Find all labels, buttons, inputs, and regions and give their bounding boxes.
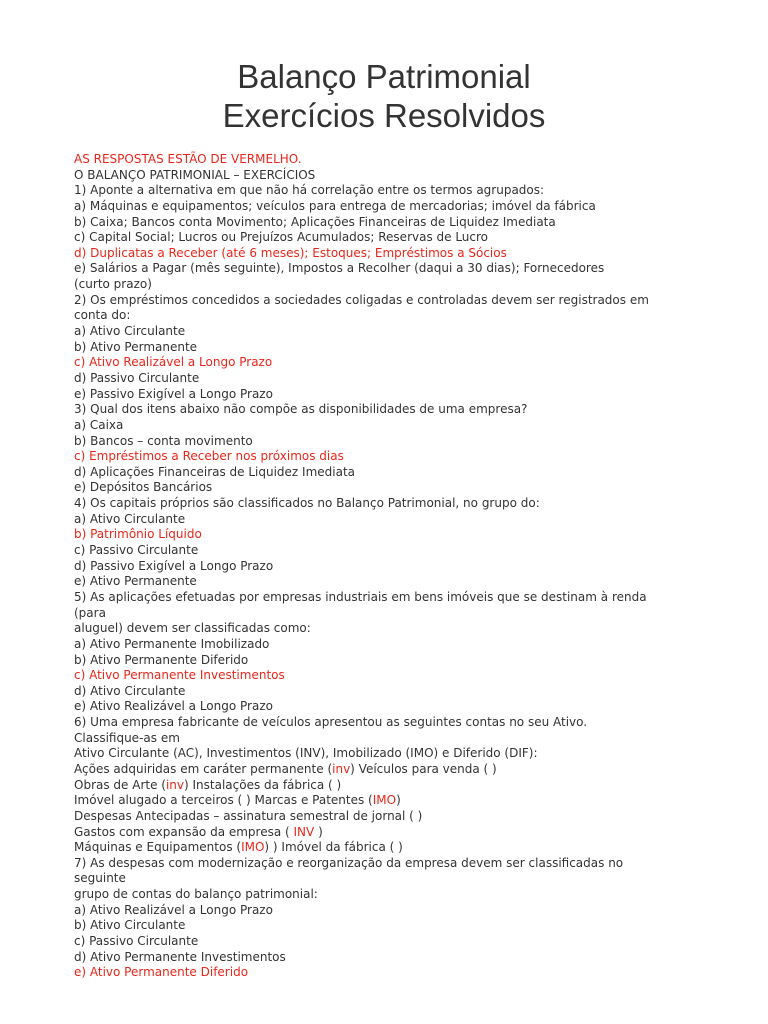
answer-line: b) Patrimônio Líquido <box>74 527 202 542</box>
answer-line: AS RESPOSTAS ESTÃO DE VERMELHO. <box>74 152 302 166</box>
text-line: conta do: <box>74 308 131 323</box>
text-line: d) Passivo Exigível a Longo Prazo <box>74 558 274 573</box>
text-line: aluguel) devem ser classificadas como: <box>74 621 311 636</box>
text-segment: ) Veículos para venda ( ) <box>350 761 497 776</box>
text-line: 6) Uma empresa fabricante de veículos apresentou as seguintes contas no seu Ativo. <box>74 715 588 730</box>
text-line: e) Ativo Realizável a Longo Prazo <box>74 699 273 714</box>
answer-segment: IMO <box>241 840 265 855</box>
text-line: O BALANÇO PATRIMONIAL – EXERCÍCIOS <box>74 167 316 182</box>
text-line: d) Ativo Permanente Investimentos <box>74 949 286 964</box>
document-body <box>74 152 698 981</box>
text-segment: Imóvel alugado a terceiros ( ) Marcas e Patentes ( <box>74 793 373 808</box>
answer-line: d) Duplicatas a Receber (até 6 meses); Estoques; Empréstimos a Sócios <box>74 245 507 260</box>
text-line: a) Ativo Circulante <box>74 511 186 526</box>
answer-segment: inv <box>332 761 351 776</box>
text-line: b) Ativo Permanente Diferido <box>74 652 249 667</box>
text-segment: Máquinas e Equipamentos ( <box>74 840 242 855</box>
text-segment: ) Instalações da fábrica ( ) <box>184 777 342 792</box>
text-line: b) Ativo Circulante <box>74 918 186 933</box>
text-segment: ) <box>396 793 401 808</box>
answer-line: c) Ativo Permanente Investimentos <box>74 668 285 683</box>
text-line: Ativo Circulante (AC), Investimentos (INV), Imobilizado (IMO) e Diferido (DIF): <box>74 746 538 761</box>
text-line: 3) Qual dos itens abaixo não compõe as disponibilidades de uma empresa? <box>74 402 528 417</box>
text-line: b) Caixa; Bancos conta Movimento; Aplicações Financeiras de Liquidez Imediata <box>74 214 556 229</box>
text-line <box>74 825 698 841</box>
text-line: 1) Aponte a alternativa em que não há correlação entre os termos agrupados: <box>74 183 545 198</box>
text-line: (para <box>74 605 106 620</box>
text-line: e) Ativo Permanente <box>74 574 197 589</box>
document-title-line-1: Balanço Patrimonial <box>237 58 531 95</box>
text-line: Despesas Antecipadas – assinatura semestral de jornal ( ) <box>74 808 423 823</box>
text-line: (curto prazo) <box>74 277 152 292</box>
text-line: c) Capital Social; Lucros ou Prejuízos Acumulados; Reservas de Lucro <box>74 230 489 245</box>
text-line: c) Passivo Circulante <box>74 543 199 558</box>
text-line <box>74 778 698 794</box>
text-line: b) Bancos – conta movimento <box>74 433 253 448</box>
answer-line: c) Ativo Realizável a Longo Prazo <box>74 355 273 370</box>
text-line: 2) Os empréstimos concedidos a sociedades coligadas e controladas devem ser registrados em <box>74 292 649 307</box>
document-title-line-2: Exercícios Resolvidos <box>222 97 546 134</box>
text-line: d) Passivo Circulante <box>74 370 200 385</box>
text-line: e) Salários a Pagar (mês seguinte), Impostos a Recolher (daqui a 30 dias); Fornecedores <box>74 261 605 276</box>
answer-line: e) Ativo Permanente Diferido <box>74 965 249 980</box>
answer-segment: inv <box>165 777 185 792</box>
text-line: grupo de contas do balanço patrimonial: <box>74 887 318 902</box>
text-line: e) Passivo Exigível a Longo Prazo <box>74 386 273 401</box>
text-line <box>74 840 698 856</box>
text-line: b) Ativo Permanente <box>74 339 198 354</box>
text-line: a) Ativo Realizável a Longo Prazo <box>74 902 273 917</box>
answer-segment: INV <box>293 824 315 839</box>
text-line: d) Aplicações Financeiras de Liquidez Imediata <box>74 464 356 479</box>
answer-segment: IMO <box>372 793 397 808</box>
text-segment: Gastos com expansão da empresa ( <box>74 824 294 839</box>
text-line: Classifique-as em <box>74 730 180 745</box>
text-line: a) Ativo Permanente Imobilizado <box>74 636 270 651</box>
text-line: c) Passivo Circulante <box>74 934 199 949</box>
text-line: a) Caixa <box>74 417 124 432</box>
text-line <box>74 762 698 778</box>
text-segment: Obras de Arte ( <box>74 777 166 792</box>
text-line <box>74 793 698 809</box>
text-segment: Ações adquiridas em caráter permanente ( <box>74 761 333 776</box>
text-segment: ) <box>314 824 323 839</box>
text-line: 4) Os capitais próprios são classificados no Balanço Patrimonial, no grupo do: <box>74 496 540 511</box>
text-line: d) Ativo Circulante <box>74 683 186 698</box>
text-line: a) Máquinas e equipamentos; veículos para entrega de mercadorias; imóvel da fábrica <box>74 198 596 213</box>
text-line: a) Ativo Circulante <box>74 324 186 339</box>
text-line: e) Depósitos Bancários <box>74 480 213 495</box>
text-line: seguinte <box>74 871 126 886</box>
text-line: 7) As despesas com modernização e reorganização da empresa devem ser classificadas no <box>74 855 624 870</box>
text-segment: ) ) Imóvel da fábrica ( ) <box>264 840 403 855</box>
answer-line: c) Empréstimos a Receber nos próximos dias <box>74 449 344 464</box>
text-line: 5) As aplicações efetuadas por empresas industriais em bens imóveis que se destinam à renda <box>74 589 647 604</box>
